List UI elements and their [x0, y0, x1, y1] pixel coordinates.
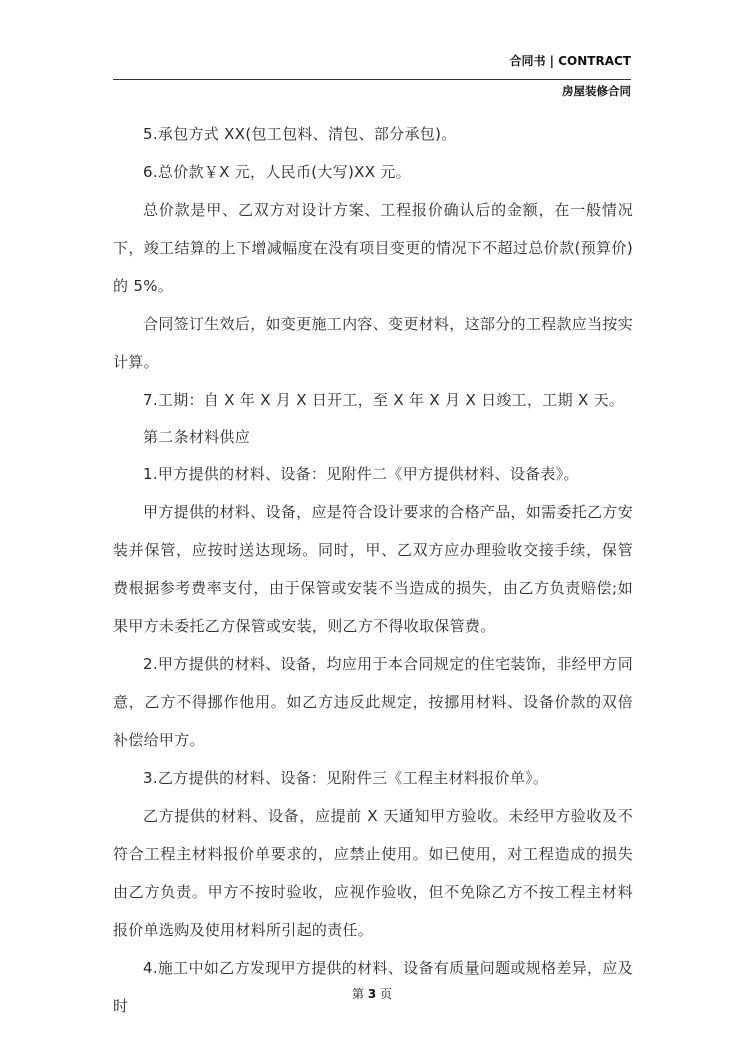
paragraph-party-a-usage: 2.甲方提供的材料、设备，均应用于本合同规定的住宅装饰，非经甲方同意，乙方不得挪作他用。如乙方违反此规定，按挪用材料、设备价款的双倍补偿给甲方。 [113, 655, 633, 749]
paragraph-schedule: 7.工期：自 X 年 X 月 X 日开工，至 X 年 X 月 X 日竣工，工期 X 天。 [143, 391, 625, 409]
paragraph-party-b-materials: 3.乙方提供的材料、设备：见附件三《工程主材料报价单》。 [143, 769, 549, 787]
header-divider [113, 79, 631, 80]
paragraph-contract-type: 5.承包方式 XX(包工包料、清包、部分承包)。 [143, 125, 457, 143]
paragraph-quality-issues: 4.施工中如乙方发现甲方提供的材料、设备有质量问题或规格差异，应及时 [113, 959, 633, 1015]
document-body [113, 115, 633, 1025]
page-number: 3 [367, 987, 377, 1001]
paragraph-change-terms: 合同签订生效后，如变更施工内容、变更材料，这部分的工程款应当按实计算。 [113, 315, 633, 371]
header-subtitle: 房屋装修合同 [562, 84, 631, 98]
footer-suffix: 页 [380, 987, 393, 1001]
paragraph-total-price: 6.总价款￥X 元，人民币(大写)XX 元。 [143, 163, 411, 181]
paragraph-party-a-materials: 1.甲方提供的材料、设备：见附件二《甲方提供材料、设备表》。 [143, 465, 579, 483]
paragraph-price-explanation: 总价款是甲、乙双方对设计方案、工程报价确认后的金额，在一般情况下，竣工结算的上下增减幅度在没有项目变更的情况下不超过总价款(预算价)的 5%。 [113, 201, 633, 295]
page-footer [0, 985, 744, 1002]
paragraph-party-a-requirements: 甲方提供的材料、设备，应是符合设计要求的合格产品，如需委托乙方安装并保管，应按时送达现场。同时，甲、乙双方应办理验收交接手续，保管费根据参考费率支付，由于保管或安装不当造成的损失，由乙方负责赔偿;如果甲方未委托乙方保管或安装，则乙方不得收取保管费。 [113, 503, 633, 635]
paragraph-party-b-inspection: 乙方提供的材料、设备，应提前 X 天通知甲方验收。未经甲方验收及不符合工程主材料报价单要求的，应禁止使用。如已使用，对工程造成的损失由乙方负责。甲方不按时验收，应视作验收，但不免除乙方不按工程主材料报价单选购及使用材料所引起的责任。 [113, 807, 633, 939]
section-heading-materials: 第二条材料供应 [143, 428, 251, 446]
header-title: 合同书 | CONTRACT [509, 54, 631, 68]
footer-prefix: 第 [351, 987, 364, 1001]
